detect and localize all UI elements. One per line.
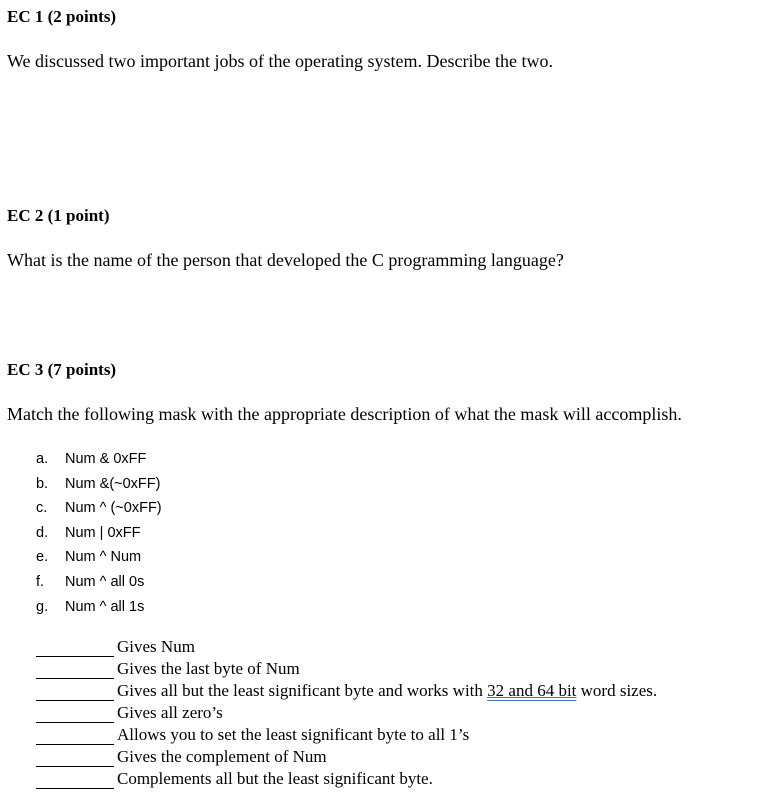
option-text: Num &(~0xFF) [65, 475, 161, 492]
match-row [36, 658, 657, 680]
mask-options-list [36, 447, 162, 619]
answer-blank[interactable] [36, 702, 114, 723]
match-row [36, 768, 657, 790]
ec3-heading: EC 3 (7 points) [7, 360, 117, 379]
ec3-question: Match the following mask with the appropriate description of what the mask will accomplish. [7, 404, 682, 424]
ec1-heading: EC 1 (2 points) [7, 7, 117, 26]
match-row [36, 746, 657, 768]
answer-blank[interactable] [36, 680, 114, 701]
option-text: Num | 0xFF [65, 524, 141, 541]
mask-option-d [36, 521, 162, 546]
mask-option-g [36, 595, 162, 620]
ec2-heading: EC 2 (1 point) [7, 206, 110, 225]
mask-option-a [36, 447, 162, 472]
option-letter: f. [36, 573, 45, 590]
answer-blank[interactable] [36, 636, 114, 657]
match-description: Gives Num [117, 637, 195, 656]
match-description [117, 680, 657, 702]
option-letter: e. [36, 549, 49, 566]
match-description: Complements all but the least significant byte. [117, 769, 433, 788]
option-text: Num ^ (~0xFF) [65, 500, 162, 517]
option-letter: d. [36, 524, 49, 541]
ec2-question: What is the name of the person that developed the C programming language? [7, 250, 564, 270]
ec1-question: We discussed two important jobs of the operating system. Describe the two. [7, 51, 553, 71]
option-text: Num ^ Num [65, 549, 142, 566]
mask-option-e [36, 545, 162, 570]
description-text-post: word sizes. [576, 681, 658, 700]
match-descriptions-list [36, 636, 657, 790]
answer-blank[interactable] [36, 724, 114, 745]
option-letter: b. [36, 475, 49, 492]
mask-option-c [36, 496, 162, 521]
match-row [36, 702, 657, 724]
match-description: Gives the last byte of Num [117, 659, 300, 678]
description-text-pre: Gives all but the least significant byte and works with [117, 681, 488, 700]
match-row [36, 680, 657, 702]
option-text: Num ^ all 0s [65, 573, 145, 590]
grammar-flagged-text: 32 and 64 bit [487, 681, 577, 700]
option-letter: c. [36, 500, 48, 517]
mask-option-f [36, 570, 162, 595]
match-row [36, 636, 657, 658]
match-description: Allows you to set the least significant byte to all 1’s [117, 725, 470, 744]
match-row [36, 724, 657, 746]
option-text: Num & 0xFF [65, 451, 147, 467]
answer-blank[interactable] [36, 746, 114, 767]
answer-blank[interactable] [36, 658, 114, 679]
mask-option-b [36, 472, 162, 497]
option-text: Num ^ all 1s [65, 598, 145, 615]
match-description: Gives all zero’s [117, 703, 223, 722]
option-letter: a. [36, 451, 49, 467]
answer-blank[interactable] [36, 768, 114, 789]
match-description: Gives the complement of Num [117, 747, 327, 766]
option-letter: g. [36, 598, 49, 615]
